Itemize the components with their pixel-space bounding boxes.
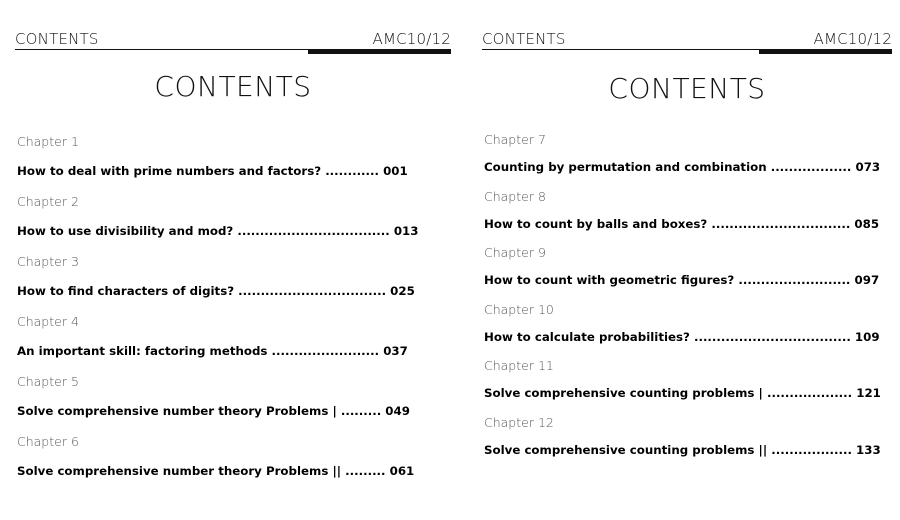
chapter-title[interactable]: How to count by balls and boxes? ............................... 085 <box>484 216 880 231</box>
chapter-label: Chapter 9 <box>484 245 546 261</box>
chapter-title[interactable]: Solve comprehensive counting problems || .................. 133 <box>484 442 881 457</box>
chapter-label: Chapter 8 <box>484 188 546 204</box>
chapter-title[interactable]: Solve comprehensive counting problems | ................... 121 <box>484 386 881 401</box>
left-page <box>15 0 451 520</box>
toc-entry[interactable] <box>17 134 451 194</box>
chapter-title[interactable]: Counting by permutation and combination .................. 073 <box>484 160 881 174</box>
toc-entry[interactable] <box>484 358 892 415</box>
chapter-title[interactable]: Solve comprehensive number theory Problems | ......... 049 <box>17 404 410 418</box>
chapter-label: Chapter 5 <box>17 374 79 389</box>
chapter-label: Chapter 11 <box>484 358 554 374</box>
chapter-title[interactable]: Solve comprehensive number theory Problems || ......... 061 <box>17 464 415 478</box>
chapter-title[interactable]: How to use divisibility and mod? .................................. 013 <box>17 224 419 238</box>
header-rule-bar <box>308 49 451 54</box>
header-rule-bar <box>759 49 892 54</box>
chapter-title[interactable]: An important skill: factoring methods ........................ 037 <box>17 344 408 358</box>
toc-list <box>484 132 892 472</box>
toc-entry[interactable] <box>17 434 451 494</box>
chapter-label: Chapter 4 <box>17 314 79 329</box>
toc-entry[interactable] <box>17 254 451 314</box>
toc-entry[interactable] <box>484 189 892 246</box>
page-title: CONTENTS <box>154 70 312 103</box>
header-book-label: AMC10/12 <box>813 30 892 48</box>
toc-list <box>17 134 451 494</box>
chapter-label: Chapter 7 <box>484 132 546 147</box>
header-book-label: AMC10/12 <box>372 30 451 48</box>
chapter-label: Chapter 2 <box>17 194 79 209</box>
chapter-label: Chapter 6 <box>17 434 79 449</box>
toc-entry[interactable] <box>484 415 892 472</box>
toc-entry[interactable] <box>484 132 892 189</box>
right-page <box>482 0 892 520</box>
chapter-label: Chapter 1 <box>17 134 79 149</box>
toc-entry[interactable] <box>484 245 892 302</box>
toc-entry[interactable] <box>17 374 451 434</box>
chapter-label: Chapter 10 <box>484 301 554 317</box>
toc-entry[interactable] <box>17 194 451 254</box>
chapter-title[interactable]: How to count with geometric figures? ......................... 097 <box>484 273 880 288</box>
toc-entry[interactable] <box>17 314 451 374</box>
chapter-title[interactable]: How to deal with prime numbers and factors? ............ 001 <box>17 164 408 178</box>
page-title: CONTENTS <box>608 72 766 105</box>
header-section-label: CONTENTS <box>482 30 566 48</box>
page-header <box>482 30 892 50</box>
header-section-label: CONTENTS <box>15 30 99 48</box>
chapter-label: Chapter 3 <box>17 254 79 269</box>
chapter-title[interactable]: How to find characters of digits? ................................. 025 <box>17 284 415 298</box>
chapter-label: Chapter 12 <box>484 414 554 430</box>
chapter-title[interactable]: How to calculate probabilities? ................................... 109 <box>484 329 880 344</box>
toc-entry[interactable] <box>484 302 892 359</box>
page-header <box>15 30 451 50</box>
